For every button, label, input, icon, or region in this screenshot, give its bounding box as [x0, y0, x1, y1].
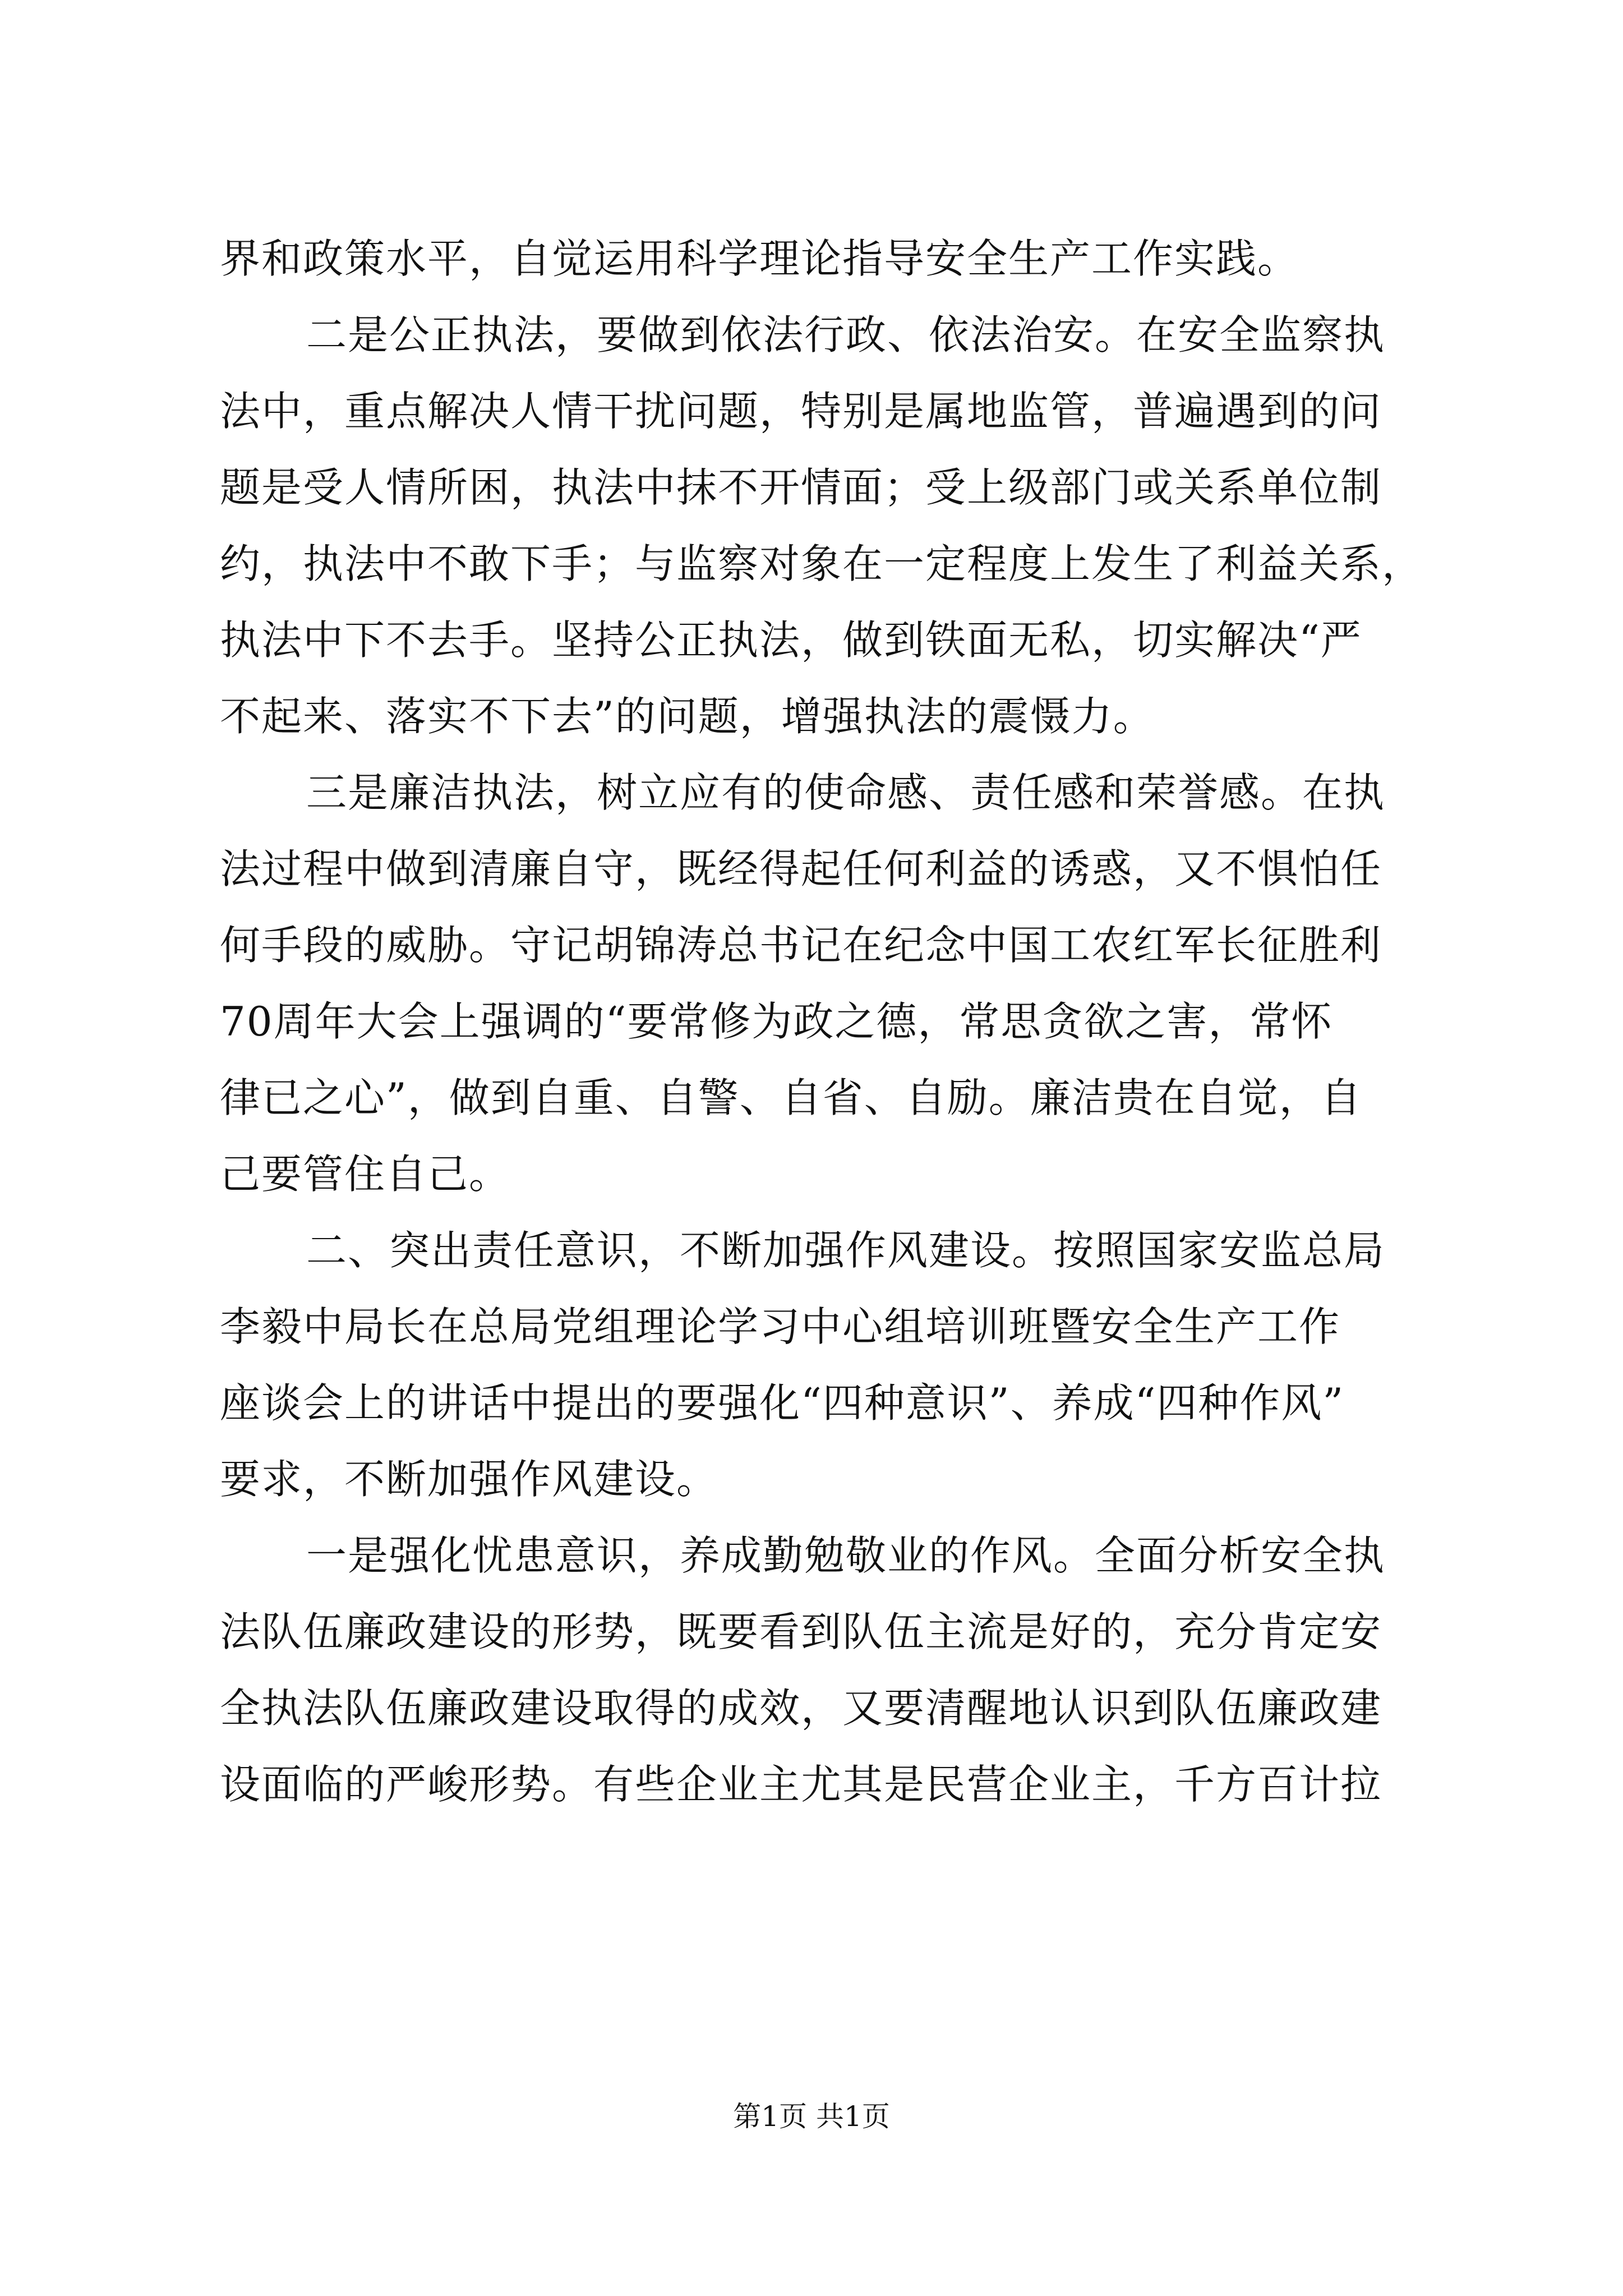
text-line: 约，执法中不敢下手；与监察对象在一定程度上发生了利益关系， [220, 540, 1424, 587]
page-number-footer: 第1页 共1页 [733, 2100, 890, 2133]
text-line: 要求，不断加强作风建设。 [220, 1456, 718, 1503]
text-line: 李毅中局长在总局党组理论学习中心组培训班暨安全生产工作 [220, 1303, 1341, 1350]
text-line: 座谈会上的讲话中提出的要强化“四种意识”、养成“四种作风” [220, 1379, 1345, 1427]
text-line: 界和政策水平，自觉运用科学理论指导安全生产工作实践。 [220, 235, 1299, 282]
paragraph-start-line: 二是公正执法，要做到依法行政、依法治安。在安全监察执 [306, 311, 1386, 358]
text-line: 设面临的严峻形势。有些企业主尤其是民营企业主，千方百计拉 [220, 1761, 1382, 1808]
text-line: 律已之心”，做到自重、自警、自省、自励。廉洁贵在自觉，自 [220, 1074, 1362, 1121]
document-body [220, 220, 1424, 1823]
text-line: 全执法队伍廉政建设取得的成效，又要清醒地认识到队伍廉政建 [220, 1685, 1382, 1732]
paragraph-start-line: 一是强化忧患意识，养成勤勉敬业的作风。全面分析安全执 [306, 1532, 1386, 1579]
text-line: 执法中下不去手。坚持公正执法，做到铁面无私，切实解决“严 [220, 616, 1362, 664]
text-line: 己要管住自己。 [220, 1151, 511, 1198]
paragraph-start-line: 三是廉洁执法，树立应有的使命感、责任感和荣誉感。在执 [306, 769, 1386, 816]
text-line: 不起来、落实不下去”的问题，增强执法的震慑力。 [220, 693, 1155, 740]
text-line: 法中，重点解决人情干扰问题，特别是属地监管，普遍遇到的问 [220, 388, 1382, 435]
text-line: 70周年大会上强调的“要常修为政之德，常思贪欲之害，常怀 [220, 998, 1333, 1045]
text-line: 法队伍廉政建设的形势，既要看到队伍主流是好的，充分肯定安 [220, 1608, 1382, 1655]
paragraph-start-line: 二、突出责任意识，不断加强作风建设。按照国家安监总局 [306, 1227, 1386, 1274]
text-line: 题是受人情所困，执法中抹不开情面；受上级部门或关系单位制 [220, 464, 1382, 511]
text-line: 何手段的威胁。守记胡锦涛总书记在纪念中国工农红军长征胜利 [220, 922, 1382, 969]
text-line: 法过程中做到清廉自守，既经得起任何利益的诱惑，又不惧怕任 [220, 845, 1382, 892]
